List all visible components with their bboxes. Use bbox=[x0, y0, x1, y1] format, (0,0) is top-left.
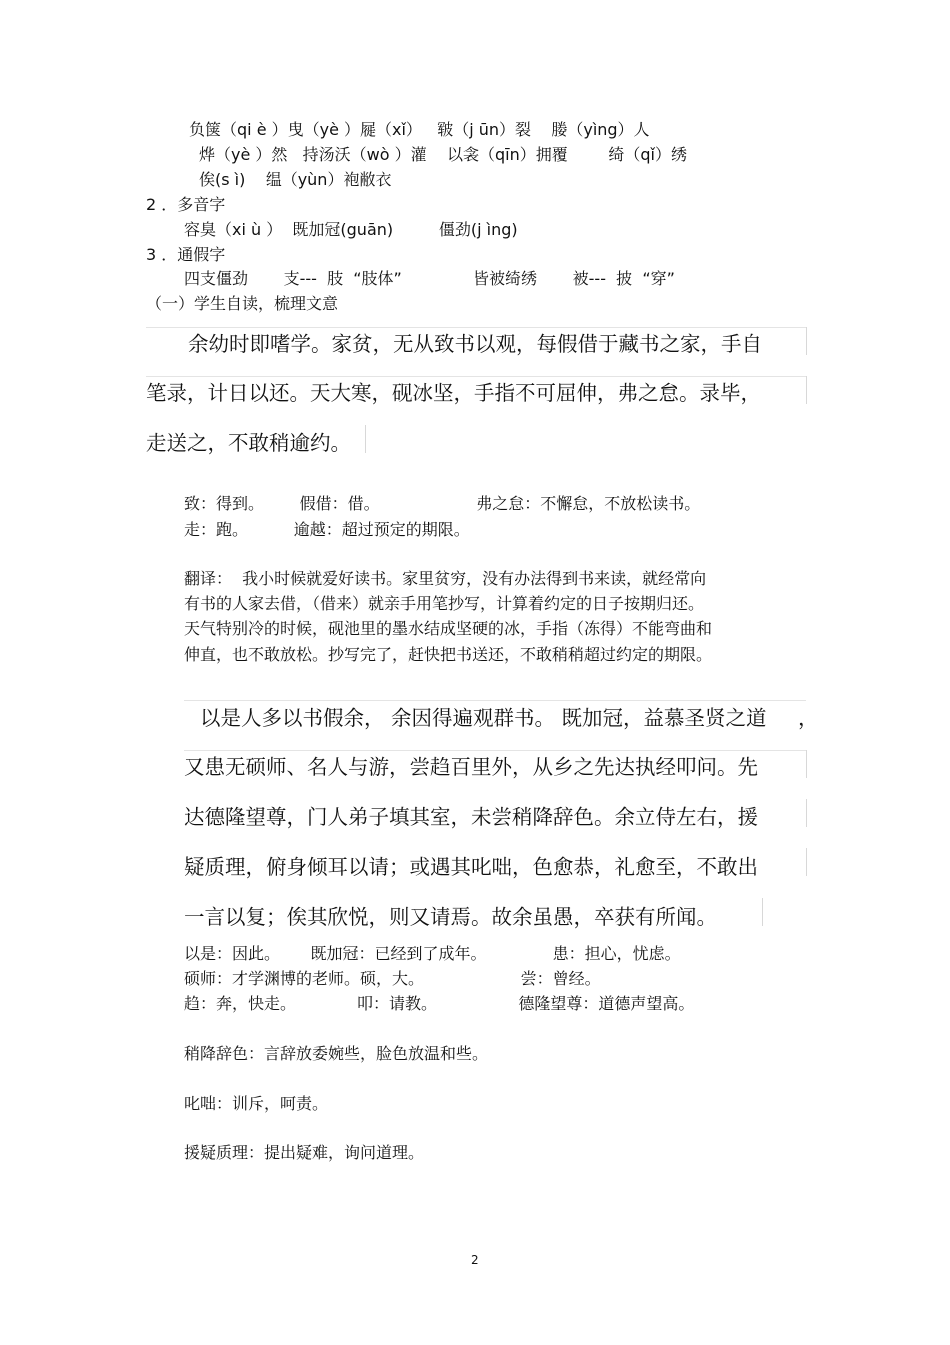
passage-line: 疑质理，俯身倾耳以请；或遇其叱咄，色愈恭，礼愈至，不敢出 bbox=[184, 855, 758, 879]
polyphone-line: 容臭（xi ù ） 既加冠(guān) 僵劲(j ìng) bbox=[184, 220, 518, 239]
interchangeable-char-line: 四支僵劲 支--- 肢 “肢体” 皆被绮绣 被--- 披 “穿” bbox=[184, 269, 675, 288]
translation-line: 有书的人家去借，（借来）就亲手用笔抄写，计算着约定的日子按期归还。 bbox=[184, 594, 705, 613]
pinyin-line: 负箧（qi è ）曳（yè ）屣（xǐ） 皲（j ūn）裂 媵（yìng）人 bbox=[189, 120, 650, 139]
table-rule bbox=[806, 376, 807, 404]
annotation-line: 致：得到。 假借：借。 弗之怠：不懈怠，不放松读书。 bbox=[184, 494, 701, 513]
annotation-line: 硕师：才学渊博的老师。硕，大。 尝：曾经。 bbox=[184, 969, 601, 988]
translation-line: 伸直，也不敢放松。抄写完了，赶快把书送还，不敢稍稍超过约定的期限。 bbox=[184, 645, 713, 664]
table-rule bbox=[806, 848, 807, 876]
passage-line: 一言以复；俟其欣悦，则又请焉。故余虽愚，卒获有所闻。 bbox=[184, 905, 717, 929]
annotation-line: 走：跑。 逾越：超过预定的期限。 bbox=[184, 520, 470, 539]
pinyin-line: 烨（yè ）然 持汤沃（wò ）灌 以衾（qīn）拥覆 绮（qǐ）绣 bbox=[199, 145, 687, 164]
annotation-line: 稍降辞色：言辞放委婉些，脸色放温和些。 bbox=[184, 1044, 489, 1063]
passage-line: 达德隆望尊，门人弟子填其室，未尝稍降辞色。余立侍左右，援 bbox=[184, 805, 758, 829]
passage-line: 余幼时即嗜学。家贫，无从致书以观，每假借于藏书之家，手自 bbox=[188, 332, 762, 356]
translation-line: 天气特别冷的时候，砚池里的墨水结成坚硬的冰，手指（冻得）不能弯曲和 bbox=[184, 619, 713, 638]
pinyin-line: 俟(s ì) 缊（yùn）袍敝衣 bbox=[199, 170, 392, 189]
passage-line: 又患无硕师、名人与游，尝趋百里外，从乡之先达执经叩问。先 bbox=[184, 755, 758, 779]
translation-line: 翻译： 我小时候就爱好读书。家里贫穷，没有办法得到书来读，就经常向 bbox=[184, 569, 707, 588]
table-rule bbox=[806, 327, 807, 355]
passage-trailing-comma: ， bbox=[798, 706, 819, 730]
table-rule bbox=[762, 898, 763, 926]
annotation-line: 叱咄：训斥，呵责。 bbox=[184, 1094, 329, 1113]
annotation-line: 以是：因此。 既加冠：已经到了成年。 患：担心，忧虑。 bbox=[184, 944, 681, 963]
table-rule bbox=[146, 376, 806, 377]
table-rule bbox=[184, 700, 806, 701]
annotation-line: 趋：奔，快走。 叩：请教。 德隆望尊：道德声望高。 bbox=[184, 994, 695, 1013]
table-rule bbox=[806, 750, 807, 778]
table-rule bbox=[146, 327, 806, 328]
table-rule bbox=[184, 750, 806, 751]
annotation-line: 援疑质理：提出疑难，询问道理。 bbox=[184, 1143, 425, 1162]
passage-line: 走送之，不敢稍逾约。 bbox=[146, 431, 351, 455]
passage-line: 笔录，计日以还。天大寒，砚冰坚，手指不可屈伸，弗之怠。录毕， bbox=[146, 381, 761, 405]
subheading: （一）学生自读，梳理文意 bbox=[146, 294, 339, 313]
page-number: 2 bbox=[471, 1253, 479, 1267]
passage-line: 以是人多以书假余， 余因得遍观群书。 既加冠，益慕圣贤之道 bbox=[200, 706, 767, 730]
table-rule bbox=[365, 425, 366, 453]
section-heading: 2 ．多音字 bbox=[146, 195, 226, 214]
section-heading: 3 ．通假字 bbox=[146, 245, 226, 264]
table-rule bbox=[806, 799, 807, 827]
